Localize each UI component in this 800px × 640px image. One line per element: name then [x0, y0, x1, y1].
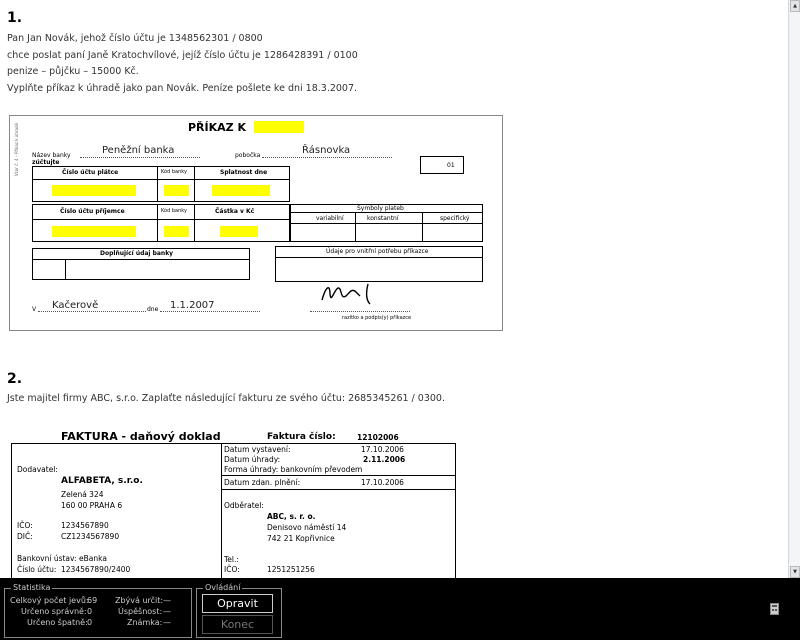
branch-label: pobočka: [235, 152, 261, 159]
dic-value: CZ1234567890: [61, 532, 120, 541]
issue-date-label: Datum vystavení:: [224, 445, 291, 454]
customer-ico-value: 1251251256: [267, 565, 315, 574]
correct-label: Určeno správně:: [21, 607, 87, 616]
wrong-value: 0: [87, 618, 93, 627]
task-1-text: [7, 31, 358, 97]
statistics-title: Statistika: [13, 583, 51, 592]
correct-value: 0: [87, 607, 93, 616]
supplier-street: Zelená 324: [61, 490, 104, 499]
place-prefix: V: [32, 306, 37, 313]
payer-bank-code-input[interactable]: [164, 185, 189, 196]
due-date-label: Datum úhrady:: [224, 455, 281, 464]
customer-ico-label: IČO:: [224, 565, 240, 574]
task-2-line: Jste majitel firmy ABC, s.r.o. Zaplaťte následující fakturu ze svého účtu: 2685345261 / 0300.: [7, 393, 445, 404]
payer-account-input[interactable]: [52, 185, 136, 196]
success-value: —: [163, 607, 171, 616]
signature-label: razítko a podpis(y) příkazce: [342, 315, 412, 321]
amount-label: Částka v Kč: [215, 208, 255, 215]
calculator-icon[interactable]: [770, 603, 779, 615]
branch-value: Řásnovka: [302, 145, 351, 156]
bank-institution-label: Bankovní ústav:: [17, 554, 77, 563]
scroll-up-button[interactable]: [790, 0, 800, 12]
customer-city: 742 21 Kopřivnice: [267, 534, 335, 543]
customer-tel-label: Tel.:: [224, 555, 239, 564]
task-2-number: 2.: [7, 371, 23, 387]
place-line: [38, 311, 146, 312]
tax-date-label: Datum zdan. plnění:: [224, 478, 301, 487]
amount-input[interactable]: [220, 226, 258, 237]
task-1-line: chce poslat paní Janě Kratochvílové, jejíž číslo účtu je 1286428391 / 0100: [7, 49, 358, 61]
customer-name: ABC, s. r. o.: [267, 512, 316, 521]
spec-symbol-label: specifický: [440, 215, 470, 222]
vertical-scrollbar[interactable]: [788, 0, 800, 578]
date-label: dne: [147, 306, 159, 313]
supplier-name: ALFABETA, s.r.o.: [61, 476, 143, 486]
bottom-panel: [0, 578, 800, 640]
grade-value: —: [163, 618, 171, 627]
bank-extra-label: Doplňující údaj banky: [100, 250, 174, 257]
sheet-number-box: [420, 156, 464, 174]
payee-account-input[interactable]: [52, 226, 136, 237]
invoice-number-value: 12102006: [357, 433, 399, 442]
remaining-value: —: [163, 596, 171, 605]
wrong-label: Určeno špatně:: [27, 618, 88, 627]
scroll-track[interactable]: [790, 12, 800, 568]
signature-line: [310, 311, 410, 312]
const-symbol-label: konstantní: [367, 215, 399, 222]
payee-account-label: Číslo účtu příjemce: [60, 208, 125, 215]
total-label: Celkový počet jevů:: [10, 596, 89, 605]
controls-title: Ovládání: [205, 583, 241, 592]
tax-date-value: 17.10.2006: [361, 478, 404, 487]
dic-label: DIČ:: [17, 532, 33, 541]
payment-order-form: [9, 115, 503, 331]
due-date-input[interactable]: [212, 185, 270, 196]
account-number-value: 1234567890/2400: [61, 565, 131, 574]
form-title: PŘÍKAZ K: [188, 121, 246, 134]
supplier-city: 160 00 PRAHA 6: [61, 501, 123, 510]
scroll-down-button[interactable]: [790, 566, 800, 578]
payee-bank-code-label: Kód banky: [161, 208, 187, 214]
total-value: 69: [87, 596, 98, 605]
ico-label: IČO:: [17, 521, 33, 530]
customer-street: Denisovo náměstí 14: [267, 523, 347, 532]
invoice-number-label: Faktura číslo:: [267, 432, 336, 442]
supplier-label: Dodavatel:: [17, 465, 58, 474]
invoice-hdivider: [221, 489, 456, 490]
fix-button[interactable]: Opravit: [202, 594, 273, 613]
arrow-down-icon: ▼: [793, 569, 797, 575]
grade-label: Známka:: [127, 618, 163, 627]
due-date-label: Splatnost dne: [220, 169, 268, 176]
sheet-number: 01: [447, 162, 455, 169]
invoice-divider: [221, 443, 222, 578]
form-title-highlight[interactable]: [254, 121, 304, 133]
task-1-line: penize – půjčku – 15000 Kč.: [7, 66, 139, 77]
invoice: [11, 430, 461, 578]
invoice-title: FAKTURA - daňový doklad: [61, 430, 221, 443]
ico-value: 1234567890: [61, 521, 109, 530]
task-2-text: [7, 391, 445, 408]
success-label: Úspěšnost:: [118, 607, 163, 616]
task-1-line: Vyplňte příkaz k úhradě jako pan Novák. Peníze pošlete ke dni 18.3.2007.: [7, 82, 358, 94]
invoice-hdivider-2: [221, 475, 456, 476]
place-value: Kačerově: [52, 300, 99, 311]
settle-label: zúčtujte: [32, 159, 60, 166]
bank-name-line: [80, 157, 200, 158]
form-side-text: Vzor č. 4 – Příkaz k úhradě: [14, 123, 19, 176]
bank-extra-cell: [65, 259, 250, 280]
customer-label: Odběratel:: [224, 501, 264, 510]
end-button[interactable]: Konec: [202, 615, 273, 634]
task-1-number: 1.: [7, 10, 23, 26]
issue-date-value: 17.10.2006: [361, 445, 404, 454]
date-value: 1.1.2007: [170, 300, 215, 311]
bank-institution-value: eBanka: [79, 554, 107, 563]
internal-label: Údaje pro vnitřní potřebu příkazce: [326, 248, 429, 255]
date-line: [160, 311, 260, 312]
remaining-label: Zbývá určit:: [115, 596, 164, 605]
bank-name-value: Peněžní banka: [102, 145, 175, 156]
payee-bank-code-input[interactable]: [164, 226, 189, 237]
payer-bank-code-label: Kód banky: [161, 169, 187, 175]
bank-name-label: Název banky: [32, 152, 71, 159]
account-number-label: Číslo účtu:: [17, 565, 57, 574]
payer-account-label: Číslo účtu plátce: [62, 169, 119, 176]
signature-image: [316, 278, 396, 310]
branch-line: [262, 157, 392, 158]
payment-symbols-label: Symboly plateb: [357, 205, 404, 212]
var-symbol-label: variabilní: [316, 215, 344, 222]
task-1-line: Pan Jan Novák, jehož číslo účtu je 1348562301 / 0800: [7, 33, 263, 44]
payment-form: Forma úhrady: bankovním převodem: [224, 465, 363, 474]
due-date-value: 2.11.2006: [363, 455, 406, 464]
arrow-up-icon: ▲: [793, 3, 797, 9]
